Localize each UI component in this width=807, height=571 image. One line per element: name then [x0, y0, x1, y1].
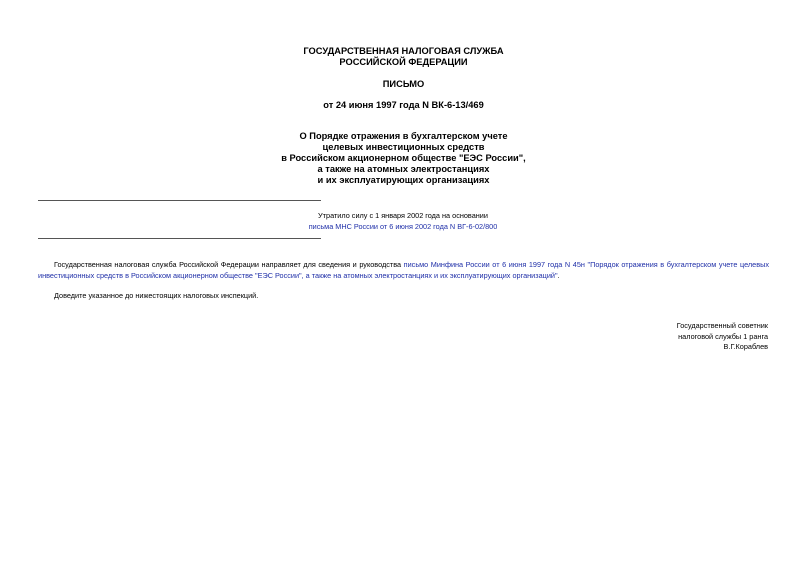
signatory-title-1: Государственный советник: [676, 321, 768, 330]
signature-block: [677, 321, 768, 353]
divider-top: [38, 200, 321, 201]
body-paragraph-instruction: [38, 291, 769, 302]
document-subject: [0, 131, 807, 186]
subject-line: в Российском акционерном обществе "ЕЭС России",: [281, 153, 526, 163]
status-note: [38, 211, 768, 232]
date-number-label: от 24 июня 1997 года N ВК-6-13/469: [323, 100, 484, 110]
body-paragraph-text: Государственная налоговая служба Российской Федерации направляет для сведения и руководства: [54, 260, 404, 269]
subject-line: О Порядке отражения в бухгалтерском учете: [299, 131, 508, 141]
subject-line: и их эксплуатирующих организациях: [317, 175, 490, 185]
minfin-letter-link[interactable]: письмо Минфина России от 6 июня 1997 года N 45н "Порядок отражения в бухгалтерском учете целевых инвестиционных средств в Российском акционерном обществе "ЕЭС России", а также на атомных электростанциях и их эксплуатирующих организаций": [38, 260, 769, 280]
subject-line: а также на атомных электростанциях: [317, 164, 490, 174]
document-type-label: ПИСЬМО: [382, 79, 425, 89]
signatory-name: В.Г.Кораблев: [723, 342, 768, 351]
document-type: [0, 79, 807, 90]
body-paragraph-end: .: [557, 270, 560, 280]
document-date-number: [0, 100, 807, 111]
repeal-document-link[interactable]: письма МНС России от 6 июня 2002 года N ВГ-6-02/800: [308, 221, 498, 231]
instruction-text: Доведите указанное до нижестоящих налоговых инспекций.: [54, 291, 259, 300]
authority-line-2: РОССИЙСКОЙ ФЕДЕРАЦИИ: [339, 57, 468, 67]
authority-line-1: ГОСУДАРСТВЕННАЯ НАЛОГОВАЯ СЛУЖБА: [303, 46, 504, 56]
signatory-title-2: налоговой службы 1 ранга: [678, 331, 768, 341]
issuing-authority: [0, 46, 807, 68]
body-paragraph-main: [38, 260, 769, 281]
divider-bottom: [38, 238, 321, 239]
subject-line: целевых инвестиционных средств: [322, 142, 485, 152]
status-note-text: Утратило силу с 1 января 2002 года на основании: [318, 211, 488, 220]
